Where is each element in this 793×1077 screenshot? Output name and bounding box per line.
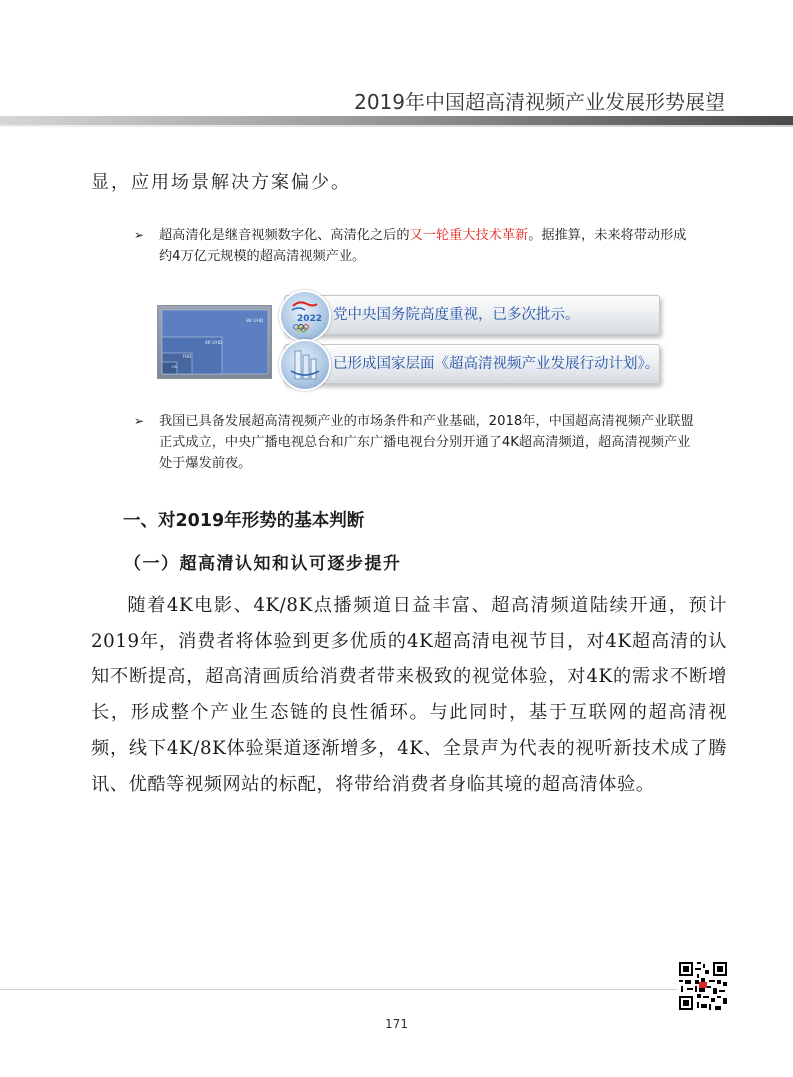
footer-divider <box>0 989 680 990</box>
logo-year-text: 2022 <box>297 314 323 324</box>
label-fhd: FHD <box>183 354 192 359</box>
policy-banner-1 <box>284 295 660 335</box>
bullet-text-pre: 超高清化是继音视频数字化、高清化之后的 <box>159 228 410 243</box>
page-number: 171 <box>385 1017 408 1031</box>
qr-code-icon[interactable] <box>677 960 729 1012</box>
bullet-text-highlight: 又一轮重大技术革新 <box>409 228 529 243</box>
resolution-nested-boxes <box>158 306 271 378</box>
bullet-text: 我国已具备发展超高清视频产业的市场条件和产业基础，2018年，中国超高清视频产业联盟正式成立，中央广播电视总台和广东广播电视台分别开通了4K超高清频道，超高清视频产业处于爆发前夜。 <box>159 414 694 471</box>
bullet-item-1 <box>134 225 697 267</box>
header-bar-shade <box>0 125 793 127</box>
section-heading: 一、对2019年形势的基本判断 <box>123 511 365 531</box>
arrow-bullet-icon: ➢ <box>134 228 145 242</box>
body-paragraph: 随着4K电影、4K/8K点播频道日益丰富、超高清频道陆续开通，预计2019年，消费者将体验到更多优质的4K超高清电视节目，对4K超高清的认知不断提高，超高清画质给消费者带来极致的视觉体验，对4K的需求不断增长，形成整个产业生态链的良性循环。与此同时，基于互联网的超高清视频，线下4K/8K体验渠道逐渐增多，4K、全景声为代表的视听新技术成了腾讯、优酷等视频网站的标配，将带给消费者身临其境的超高清体验。 <box>91 595 727 795</box>
bullet-item-2 <box>134 411 697 474</box>
arrow-bullet-icon: ➢ <box>134 414 145 428</box>
continuation-text: 显，应用场景解决方案偏少。 <box>91 172 351 193</box>
bullet-text <box>159 225 697 267</box>
policy-banner-2 <box>284 344 660 384</box>
bullet-text-post: 。据推算，未来将带动形成约4万亿元规模的超高清视频产业。 <box>159 228 687 264</box>
olympic-logo-icon <box>279 290 331 342</box>
header-bar <box>0 116 793 125</box>
subsection-heading: （一）超高清认知和认可逐步提升 <box>124 554 402 574</box>
banner-1-text: 党中央国务院高度重视，已多次批示。 <box>333 307 580 323</box>
label-4k: 4K UHD <box>205 341 223 346</box>
banner-2-text: 已形成国家层面《超高清视频产业发展行动计划》。 <box>333 356 660 372</box>
resolution-screen-image <box>157 305 272 379</box>
building-icon <box>279 339 331 391</box>
label-8k: 8K UHD <box>246 319 264 324</box>
label-hd: HD <box>172 365 178 369</box>
page-header-title: 2019年中国超高清视频产业发展形势展望 <box>354 90 725 114</box>
